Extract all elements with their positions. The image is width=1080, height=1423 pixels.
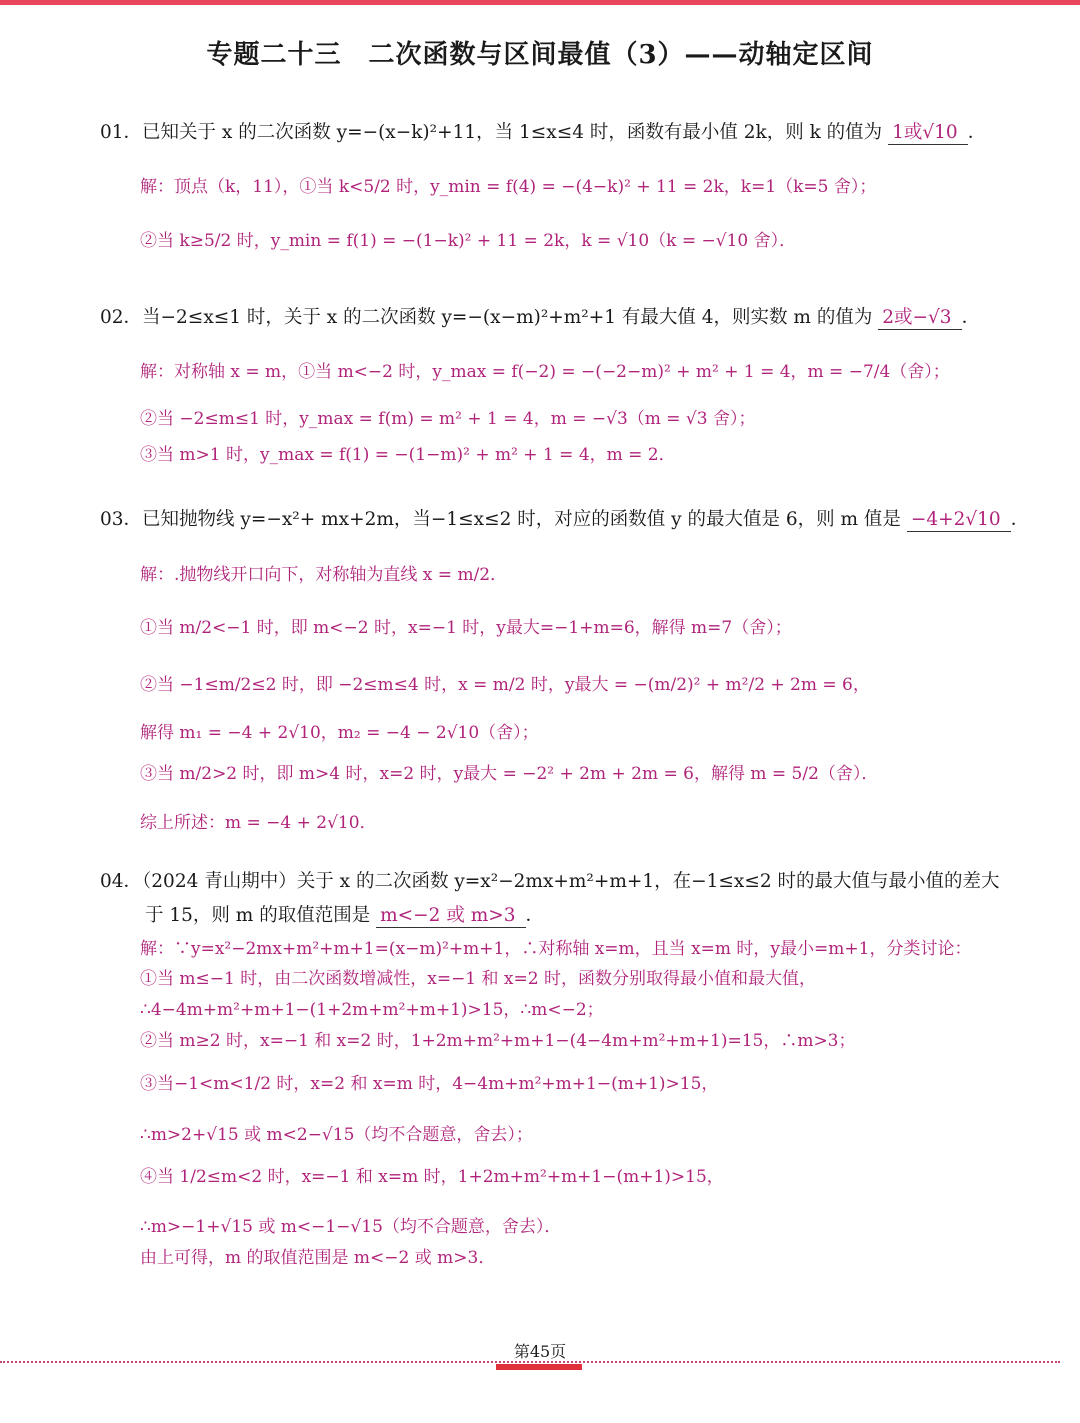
- question-3-stem: 03．已知抛物线 y=−x²+ mx+2m，当−1≤x≤2 时，对应的函数值 y 的最大值是 6，则 m 值是: [100, 509, 901, 530]
- q4-solution-line-8: ∴m>−1+√15 或 m<−1−√15（均不合题意，舍去）．: [140, 1217, 562, 1237]
- q3-solution-line-5: ③当 m/2>2 时，即 m>4 时，x=2 时，y最大 = −2² + 2m + 2m = 6，解得 m = 5/2（舍）．: [140, 764, 879, 784]
- question-1-answer: 1或√10: [888, 122, 968, 145]
- q3-solution-line-3: ②当 −1≤m/2≤2 时，即 −2≤m≤4 时，x = m/2 时，y最大 = −(m/2)² + m²/2 + 2m = 6，: [140, 675, 870, 695]
- question-1: [100, 118, 986, 144]
- page-number: 第45页: [513, 1342, 567, 1361]
- question-1-stem: 01．已知关于 x 的二次函数 y=−(x−k)²+11，当 1≤x≤4 时，函数有最小值 2k，则 k 的值为: [100, 122, 883, 143]
- q4-solution-line-5: ③当−1<m<1/2 时，x=2 和 x=m 时，4−4m+m²+m+1−(m+1)>15，: [140, 1074, 719, 1094]
- question-2-tail: ．: [961, 307, 981, 328]
- top-accent-bar: [0, 0, 1080, 5]
- q3-solution-line-1: 解：.抛物线开口向下，对称轴为直线 x = m/2．: [140, 565, 508, 585]
- q4-solution-line-3: ∴4−4m+m²+m+1−(1+2m+m²+m+1)>15，∴m<−2；: [140, 1000, 604, 1020]
- q4-solution-line-2: ①当 m≤−1 时，由二次函数增减性，x=−1 和 x=2 时，函数分别取得最小值和最大值，: [140, 969, 816, 989]
- question-2: [100, 303, 980, 329]
- footer-divider: [0, 1361, 1060, 1363]
- question-4-tail: ．: [525, 905, 545, 926]
- question-1-tail: ．: [967, 122, 987, 143]
- q2-solution-line-1: 解：对称轴 x = m，①当 m<−2 时，y_max = f(−2) = −(−2−m)² + m² + 1 = 4，m = −7/4（舍）；: [140, 362, 950, 382]
- footer-accent-bar: [496, 1364, 582, 1370]
- q4-solution-line-1: 解：∵y=x²−2mx+m²+m+1=(x−m)²+m+1，∴对称轴 x=m，且当 x=m 时，y最小=m+1，分类讨论：: [140, 939, 972, 959]
- q2-solution-line-2: ②当 −2≤m≤1 时，y_max = f(m) = m² + 1 = 4，m = −√3（m = √3 舍）；: [140, 409, 756, 429]
- q3-solution-line-6: 综上所述：m = −4 + 2√10．: [140, 813, 377, 833]
- question-4-stem: 于 15，则 m 的取值范围是: [145, 905, 371, 926]
- q4-solution-line-6: ∴m>2+√15 或 m<2−√15（均不合题意，舍去）；: [140, 1125, 533, 1145]
- question-3: [100, 505, 1029, 531]
- q4-solution-line-7: ④当 1/2≤m<2 时，x=−1 和 x=m 时，1+2m+m²+m+1−(m+1)>15，: [140, 1167, 724, 1187]
- question-4-line-2: [145, 901, 544, 927]
- question-4-answer: m<−2 或 m>3: [376, 905, 525, 928]
- question-4-line-1: 04．（2024 青山期中）关于 x 的二次函数 y=x²−2mx+m²+m+1，在−1≤x≤2 时的最大值与最小值的差大: [100, 871, 1000, 892]
- q1-solution-line-2: ②当 k≥5/2 时，y_min = f(1) = −(1−k)² + 11 = 2k，k = √10（k = −√10 舍）．: [140, 231, 797, 251]
- q3-solution-line-4: 解得 m₁ = −4 + 2√10，m₂ = −4 − 2√10（舍）；: [140, 723, 539, 743]
- q4-solution-line-9: 由上可得，m 的取值范围是 m<−2 或 m>3．: [140, 1248, 496, 1268]
- q1-solution-line-1: 解：顶点（k，11），①当 k<5/2 时，y_min = f(4) = −(4−k)² + 11 = 2k，k=1（k=5 舍）；: [140, 177, 877, 197]
- question-2-stem: 02．当−2≤x≤1 时，关于 x 的二次函数 y=−(x−m)²+m²+1 有最大值 4，则实数 m 的值为: [100, 307, 873, 328]
- q4-solution-line-4: ②当 m≥2 时，x=−1 和 x=2 时，1+2m+m²+m+1−(4−4m+m²+m+1)=15，∴m>3；: [140, 1031, 856, 1051]
- question-3-tail: ．: [1010, 509, 1030, 530]
- question-3-answer: −4+2√10: [907, 509, 1011, 532]
- q2-solution-line-3: ③当 m>1 时，y_max = f(1) = −(1−m)² + m² + 1 = 4，m = 2．: [140, 445, 676, 465]
- page-title: 专题二十三 二次函数与区间最值（3）——动轴定区间: [206, 40, 874, 70]
- q3-solution-line-2: ①当 m/2<−1 时，即 m<−2 时，x=−1 时，y最大=−1+m=6，解得 m=7（舍）；: [140, 618, 792, 638]
- question-2-answer: 2或−√3: [878, 307, 961, 330]
